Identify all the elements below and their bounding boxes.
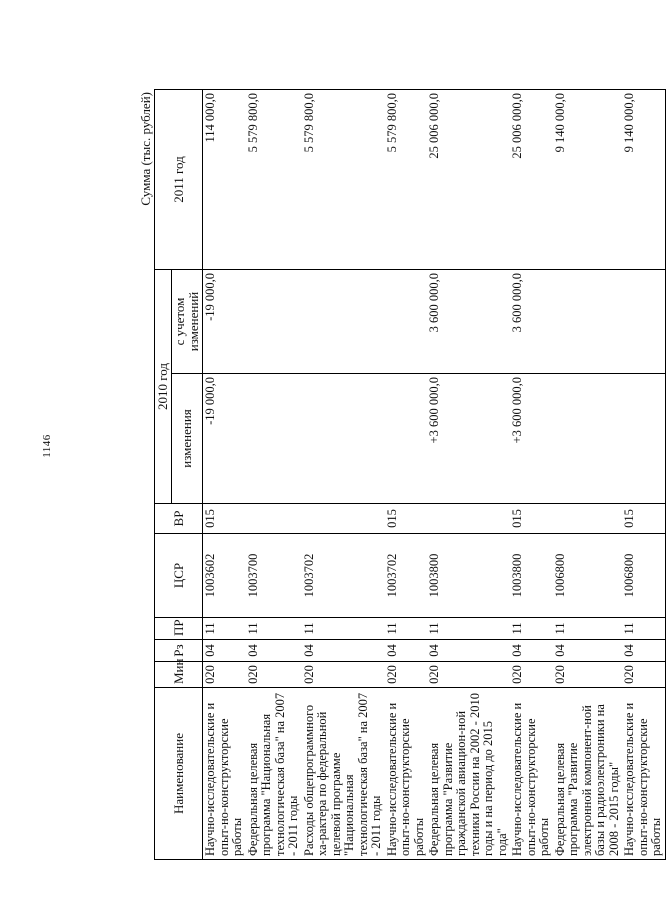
row-vr xyxy=(427,504,510,534)
table-row xyxy=(385,90,428,860)
row-rz: 04 xyxy=(302,640,385,662)
row-with-changes xyxy=(622,270,665,374)
row-pr: 11 xyxy=(302,618,385,640)
row-2011: 25 006 000,0 xyxy=(427,90,510,270)
header-vr: ВР xyxy=(155,504,203,534)
row-csr: 1003702 xyxy=(302,534,385,618)
rotated-table-block xyxy=(138,90,664,860)
row-pr: 11 xyxy=(203,618,246,640)
row-2011: 5 579 800,0 xyxy=(302,90,385,270)
row-min: 020 xyxy=(427,662,510,688)
row-2011: 5 579 800,0 xyxy=(246,90,302,270)
row-rz: 04 xyxy=(427,640,510,662)
row-name: Федеральная целевая программа "Развитие гражданской авиацион-ной техники России на 2002 - 2010 годы и на период до 2015 года" xyxy=(427,688,510,860)
row-pr: 11 xyxy=(385,618,428,640)
row-csr: 1003700 xyxy=(246,534,302,618)
row-name: Научно-исследовательские и опыт-но-конструкторские работы xyxy=(510,688,553,860)
row-min: 020 xyxy=(246,662,302,688)
row-2011: 9 140 000,0 xyxy=(553,90,623,270)
row-changes: +3 600 000,0 xyxy=(510,374,553,504)
header-rz: Рз xyxy=(155,640,203,662)
row-name: Научно-исследовательские и опыт-но-конструкторские работы xyxy=(622,688,665,860)
row-name: Научно-исследовательские и опыт-но-конструкторские работы xyxy=(203,688,246,860)
header-with-changes: с учетом изменений xyxy=(172,270,203,374)
page-number: 1146 xyxy=(40,434,53,458)
row-2011: 114 000,0 xyxy=(203,90,246,270)
row-name: Расходы общепрограммного ха-рактера по федеральной целевой программе "Национальная технологическая база" на 2007 - 2011 годы xyxy=(302,688,385,860)
row-changes xyxy=(553,374,623,504)
header-changes: изменения xyxy=(172,374,203,504)
row-with-changes xyxy=(302,270,385,374)
table-row xyxy=(427,90,510,860)
row-changes xyxy=(385,374,428,504)
row-name: Федеральная целевая программа "Национальная технологическая база" на 2007 - 2011 годы xyxy=(246,688,302,860)
row-min: 020 xyxy=(510,662,553,688)
row-rz: 04 xyxy=(203,640,246,662)
table-row xyxy=(246,90,302,860)
row-changes xyxy=(302,374,385,504)
units-label: Сумма (тыс. рублей) xyxy=(138,92,153,206)
row-min: 020 xyxy=(622,662,665,688)
row-csr: 1003800 xyxy=(510,534,553,618)
table-row xyxy=(510,90,553,860)
row-csr: 1003800 xyxy=(427,534,510,618)
header-name: Наименование xyxy=(155,688,203,860)
row-changes: -19 000,0 xyxy=(203,374,246,504)
row-name: Научно-исследовательские и опыт-но-конструкторские работы xyxy=(385,688,428,860)
row-vr: 015 xyxy=(510,504,553,534)
row-with-changes: 3 600 000,0 xyxy=(427,270,510,374)
row-min: 020 xyxy=(553,662,623,688)
row-with-changes xyxy=(385,270,428,374)
row-2011: 25 006 000,0 xyxy=(510,90,553,270)
table-row xyxy=(553,90,623,860)
row-changes xyxy=(246,374,302,504)
row-rz: 04 xyxy=(385,640,428,662)
row-2011: 9 140 000,0 xyxy=(622,90,665,270)
row-min: 020 xyxy=(302,662,385,688)
row-vr: 015 xyxy=(203,504,246,534)
row-rz: 04 xyxy=(622,640,665,662)
table-row xyxy=(203,90,246,860)
row-pr: 11 xyxy=(510,618,553,640)
row-min: 020 xyxy=(385,662,428,688)
row-vr: 015 xyxy=(622,504,665,534)
row-rz: 04 xyxy=(553,640,623,662)
header-csr: ЦСР xyxy=(155,534,203,618)
budget-table xyxy=(154,89,666,860)
row-pr: 11 xyxy=(553,618,623,640)
header-min: Мин xyxy=(155,662,203,688)
row-csr: 1003702 xyxy=(385,534,428,618)
row-changes: +3 600 000,0 xyxy=(427,374,510,504)
row-csr: 1003602 xyxy=(203,534,246,618)
row-changes xyxy=(622,374,665,504)
row-with-changes: 3 600 000,0 xyxy=(510,270,553,374)
row-rz: 04 xyxy=(246,640,302,662)
row-with-changes xyxy=(246,270,302,374)
header-pr: ПР xyxy=(155,618,203,640)
row-rz: 04 xyxy=(510,640,553,662)
table-row xyxy=(622,90,665,860)
row-vr xyxy=(553,504,623,534)
row-pr: 11 xyxy=(427,618,510,640)
row-with-changes: -19 000,0 xyxy=(203,270,246,374)
row-vr: 015 xyxy=(385,504,428,534)
header-year-2010: 2010 год xyxy=(155,270,172,504)
row-vr xyxy=(246,504,302,534)
row-name: Федеральная целевая программа "Развитие электронной компонент-ной базы и радиоэлектроники на 2008 - 2015 годы" xyxy=(553,688,623,860)
header-year-2011: 2011 год xyxy=(155,90,203,270)
row-pr: 11 xyxy=(622,618,665,640)
row-csr: 1006800 xyxy=(622,534,665,618)
row-with-changes xyxy=(553,270,623,374)
row-2011: 5 579 800,0 xyxy=(385,90,428,270)
row-vr xyxy=(302,504,385,534)
row-min: 020 xyxy=(203,662,246,688)
table-row xyxy=(302,90,385,860)
row-pr: 11 xyxy=(246,618,302,640)
row-csr: 1006800 xyxy=(553,534,623,618)
